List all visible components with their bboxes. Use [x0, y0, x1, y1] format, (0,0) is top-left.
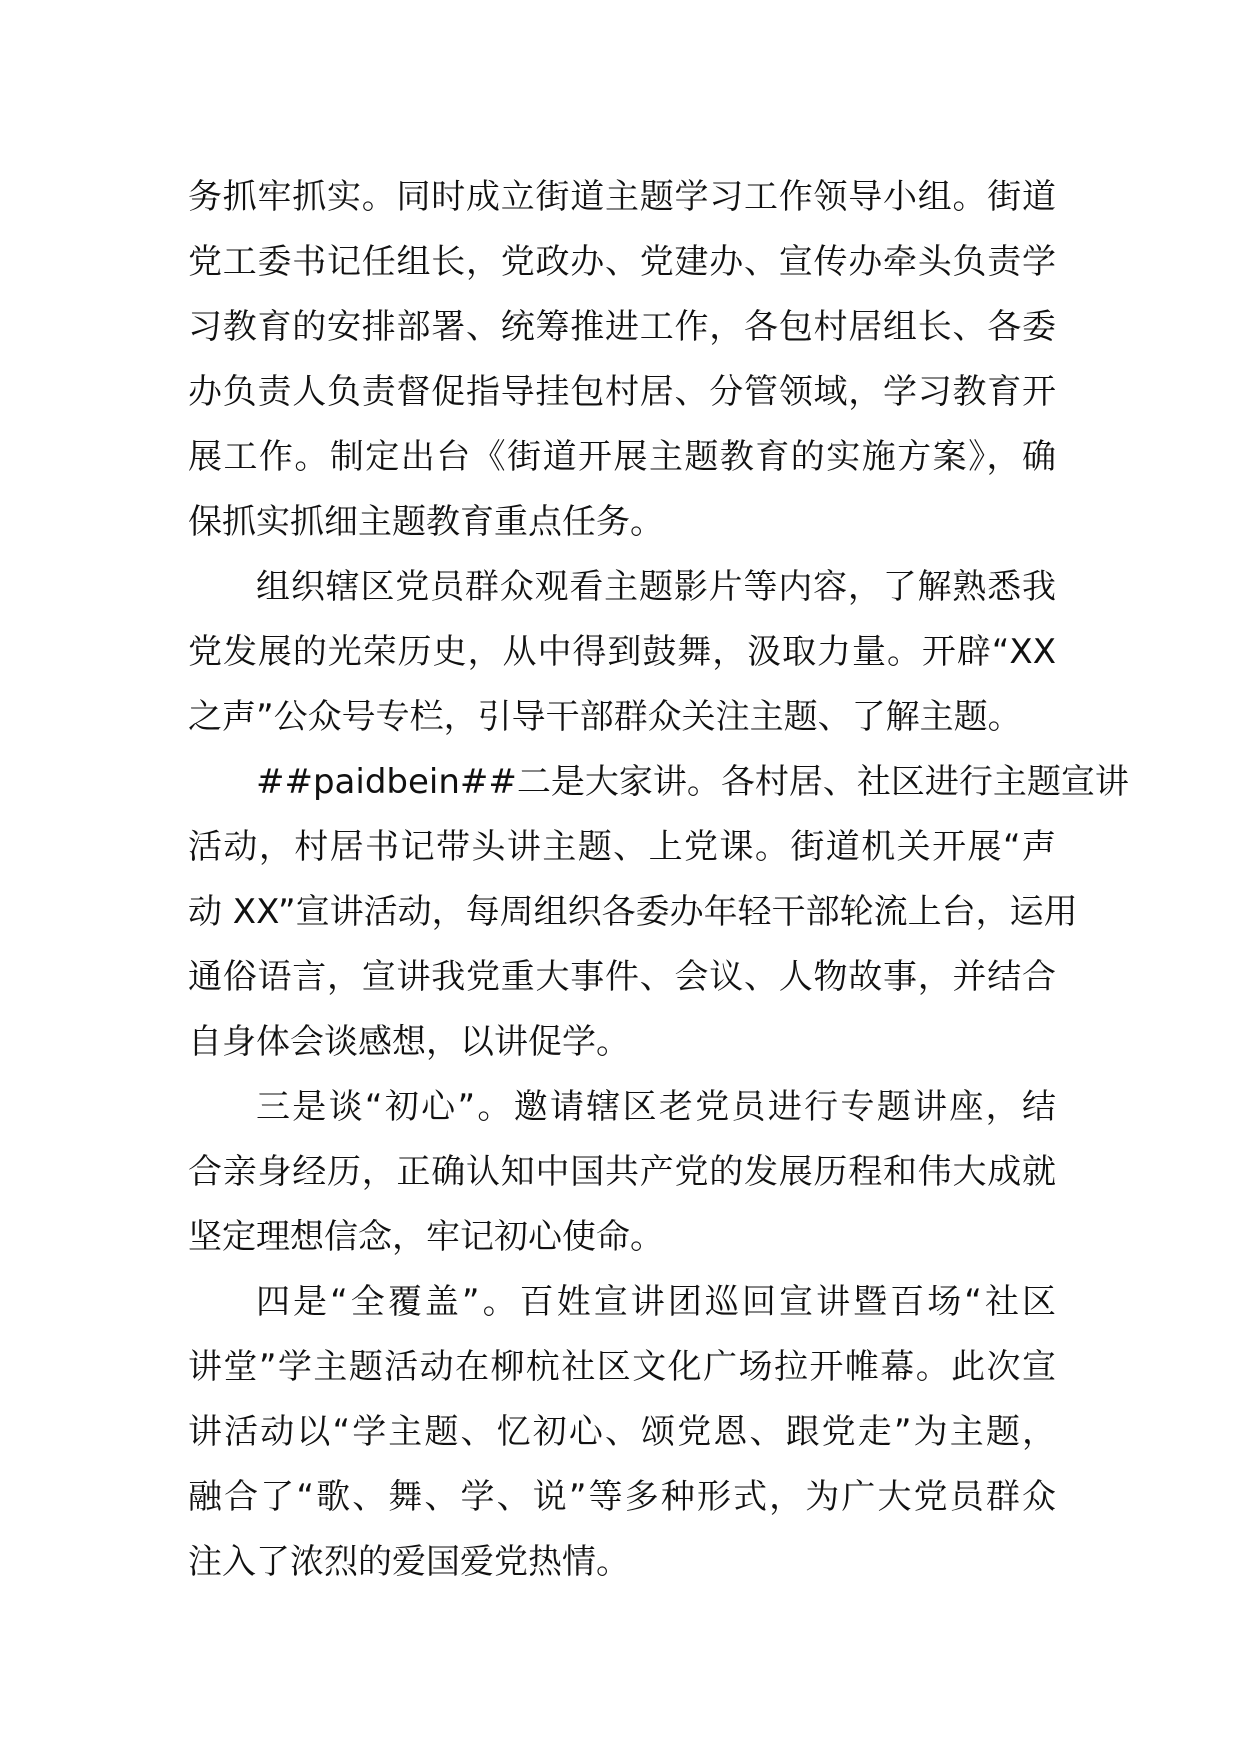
text-line: 讲堂”学主题活动在柳杭社区文化广场拉开帷幕。此次宣: [188, 1347, 1056, 1387]
text-line: 动 XX”宣讲活动，每周组织各委办年轻干部轮流上台，运用: [188, 892, 1078, 932]
text-line: 自身体会谈感想，以讲促学。: [188, 1022, 630, 1062]
text-line: 融合了“歌、舞、学、说”等多种形式，为广大党员群众: [188, 1477, 1056, 1517]
paragraph-4: [188, 1075, 1056, 1270]
text-line: 之声”公众号专栏，引导干部群众关注主题、了解主题。: [188, 697, 1022, 737]
paragraph-1: [188, 165, 1056, 555]
text-line: 办负责人负责督促指导挂包村居、分管领域，学习教育开: [188, 372, 1056, 412]
text-line: 展工作。制定出台《街道开展主题教育的实施方案》，确: [188, 437, 1056, 477]
text-line: 讲活动以“学主题、忆初心、颂党恩、跟党走”为主题，: [188, 1412, 1056, 1452]
text-line: 四是“全覆盖”。百姓宣讲团巡回宣讲暨百场“社区: [256, 1282, 1056, 1322]
text-line: 组织辖区党员群众观看主题影片等内容，了解熟悉我: [256, 567, 1056, 607]
text-line: 党工委书记任组长，党政办、党建办、宣传办牵头负责学: [188, 242, 1056, 282]
text-line: 坚定理想信念，牢记初心使命。: [188, 1217, 664, 1257]
document-body: [188, 165, 1129, 1595]
text-line: ##paidbein##二是大家讲。各村居、社区进行主题宣讲: [256, 762, 1129, 802]
paragraph-2: [188, 555, 1056, 750]
text-line: 合亲身经历，正确认知中国共产党的发展历程和伟大成就: [188, 1152, 1056, 1192]
paragraph-5: [188, 1270, 1056, 1595]
text-line: 注入了浓烈的爱国爱党热情。: [188, 1542, 630, 1582]
text-line: 党发展的光荣历史，从中得到鼓舞，汲取力量。开辟“XX: [188, 632, 1056, 672]
text-line: 保抓实抓细主题教育重点任务。: [188, 502, 664, 542]
paragraph-3: [188, 750, 1129, 1075]
text-line: 务抓牢抓实。同时成立街道主题学习工作领导小组。街道: [188, 177, 1056, 217]
text-line: 习教育的安排部署、统筹推进工作，各包村居组长、各委: [188, 307, 1056, 347]
text-line: 三是谈“初心”。邀请辖区老党员进行专题讲座，结: [256, 1087, 1056, 1127]
text-line: 通俗语言，宣讲我党重大事件、会议、人物故事，并结合: [188, 957, 1056, 997]
text-line: 活动，村居书记带头讲主题、上党课。街道机关开展“声: [188, 827, 1056, 867]
